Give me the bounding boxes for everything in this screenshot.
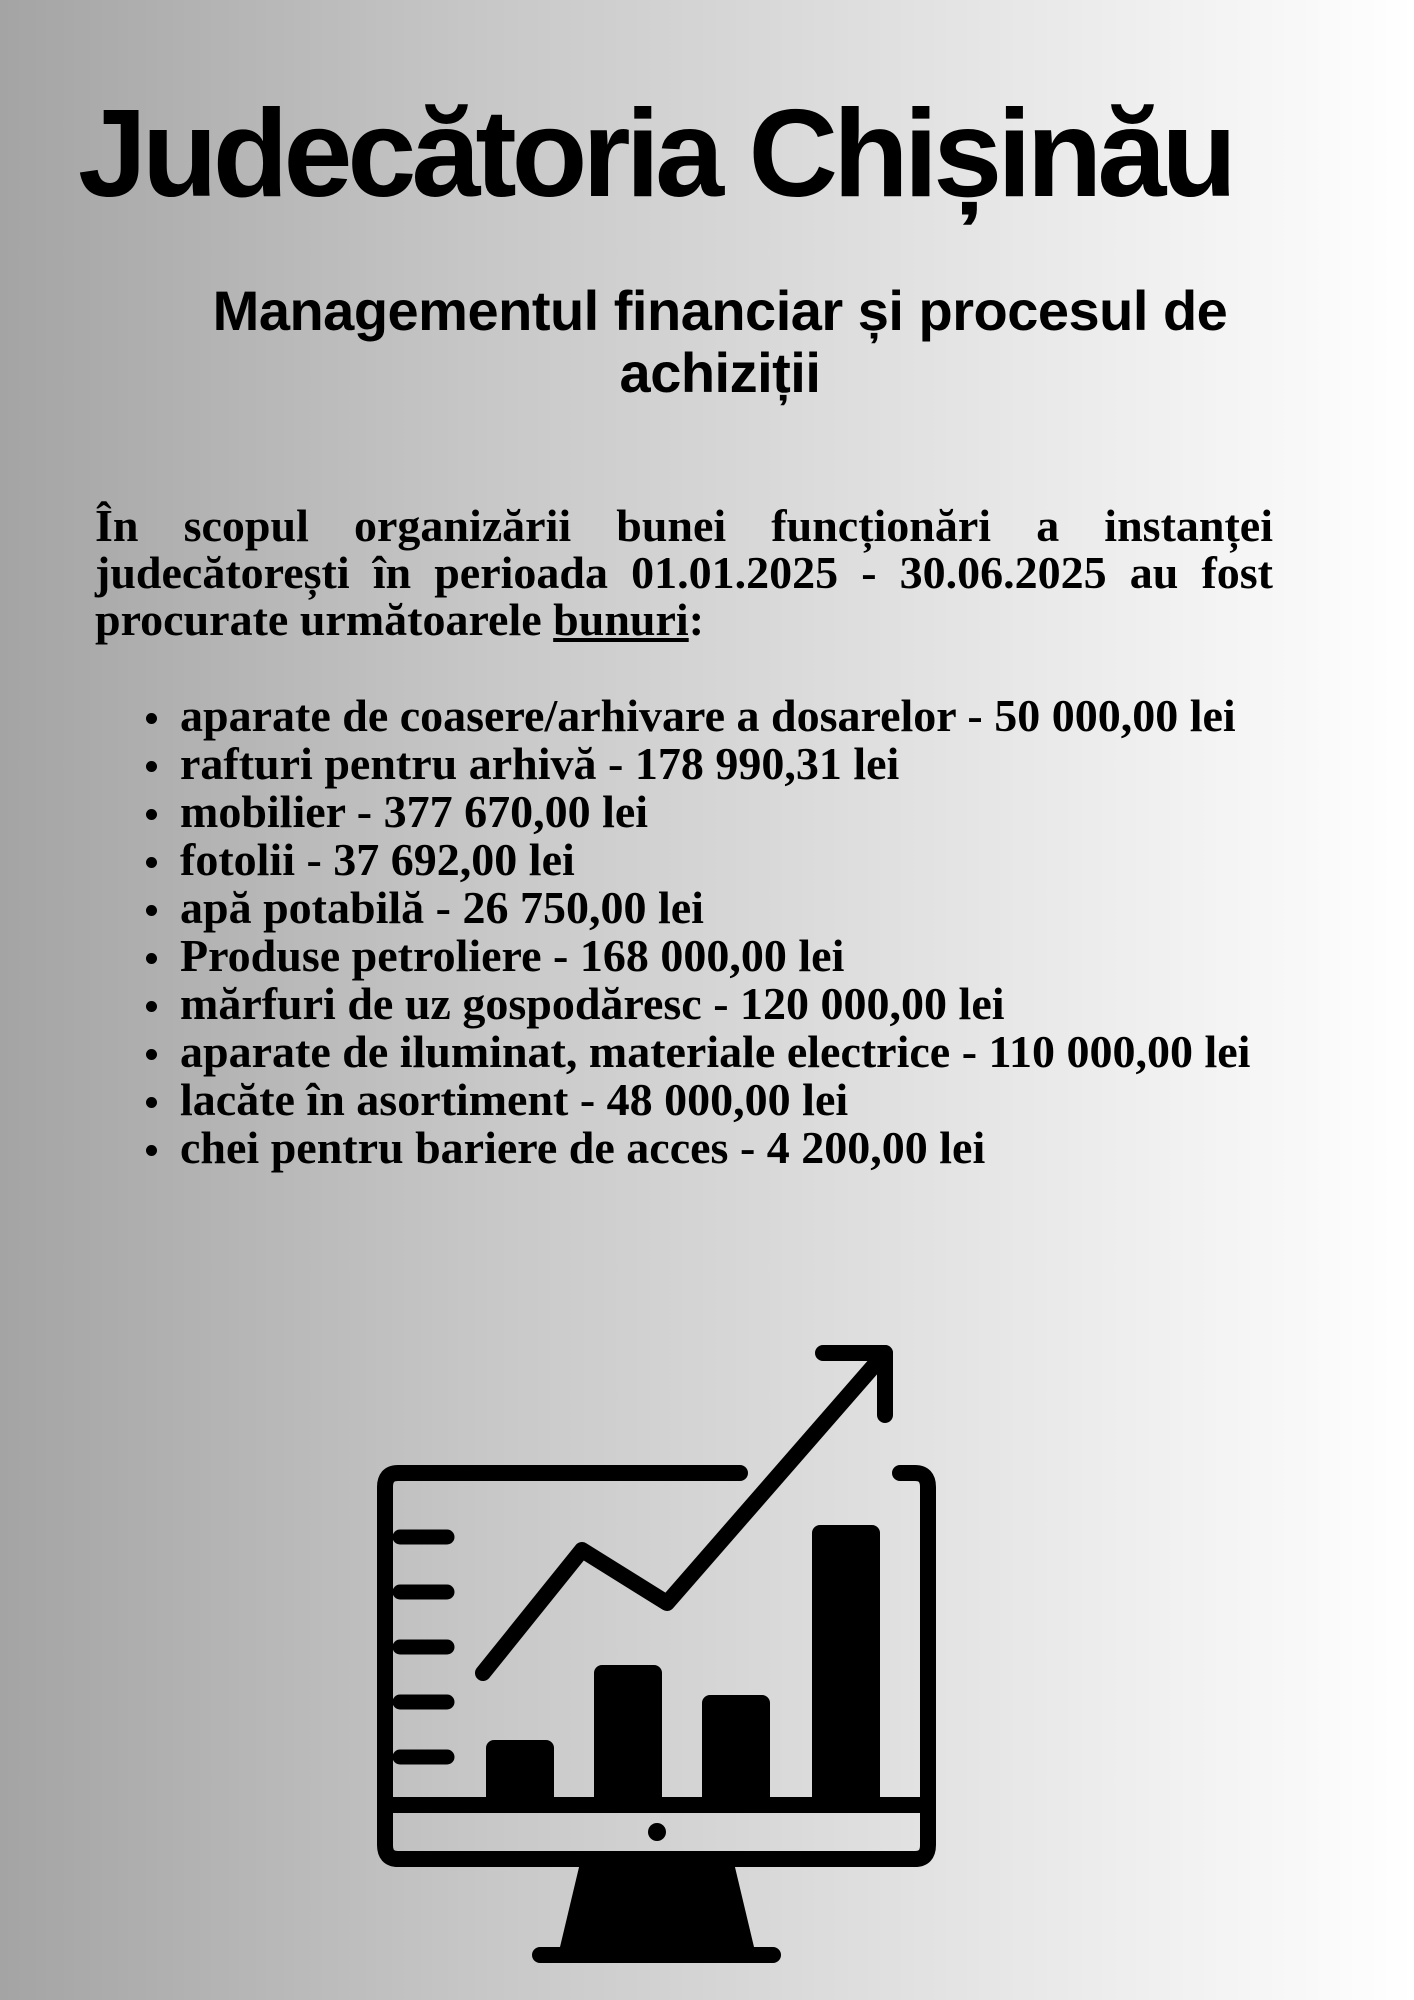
list-item: lacăte în asortiment - 48 000,00 lei xyxy=(180,1076,1280,1124)
chart-bar xyxy=(702,1695,770,1810)
chart-bar xyxy=(594,1665,662,1810)
intro-text: În scopul organizării bunei funcționări a instanței judecătorești în perioada 01.01.2025 - 30.06.2025 au fost procurate următoarele xyxy=(95,500,1273,645)
intro-paragraph xyxy=(95,502,1273,643)
list-item: aparate de coasere/arhivare a dosarelor - 50 000,00 lei xyxy=(180,692,1280,740)
list-item: apă potabilă - 26 750,00 lei xyxy=(180,884,1280,932)
intro-underlined-word: bunuri xyxy=(553,594,689,645)
monitor-stand-neck xyxy=(560,1863,754,1947)
goods-list xyxy=(180,692,1280,1172)
page-subtitle: Managementul financiar și procesul de achiziții xyxy=(212,279,1228,404)
list-item: aparate de iluminat, materiale electrice - 110 000,00 lei xyxy=(180,1028,1280,1076)
list-item: chei pentru bariere de acces - 4 200,00 lei xyxy=(180,1124,1280,1172)
chart-bar xyxy=(486,1740,554,1810)
page-title: Judecătoria Chișinău xyxy=(78,85,1233,223)
monitor-growth-chart-icon xyxy=(370,1335,950,1975)
list-item: fotolii - 37 692,00 lei xyxy=(180,836,1280,884)
monitor-power-dot xyxy=(648,1823,666,1841)
list-item: Produse petroliere - 168 000,00 lei xyxy=(180,932,1280,980)
list-item: rafturi pentru arhivă - 178 990,31 lei xyxy=(180,740,1280,788)
list-item: mobilier - 377 670,00 lei xyxy=(180,788,1280,836)
intro-colon: : xyxy=(688,594,705,645)
list-item: mărfuri de uz gospodăresc - 120 000,00 lei xyxy=(180,980,1280,1028)
chart-bar xyxy=(812,1525,880,1810)
